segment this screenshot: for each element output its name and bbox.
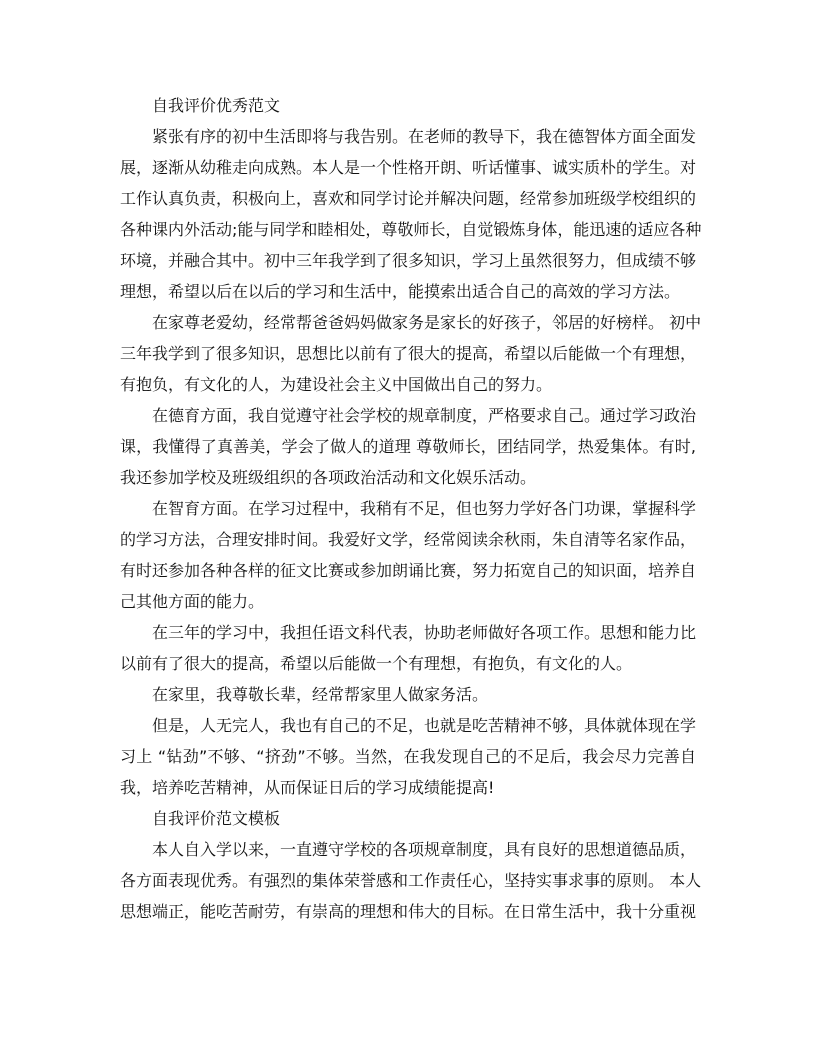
text-line: 各方面表现优秀。有强烈的集体荣誉感和工作责任心，坚持实事求事的原则。 本人 <box>120 871 702 890</box>
text-line: 在智育方面。在学习过程中，我稍有不足，但也努力学好各门功课，掌握科学 <box>152 499 697 518</box>
text-line: 展，逐渐从幼稚走向成熟。本人是一个性格开朗、听话懂事、诚实质朴的学生。对 <box>120 158 697 177</box>
text-line: 己其他方面的能力。 <box>120 592 265 611</box>
text-line: 有时还参加各种各样的征文比赛或参加朗诵比赛，努力拓宽自己的知识面，培养自 <box>120 561 697 580</box>
heading-line: 在家里，我尊敬长辈，经常帮家里人做家务活。 <box>152 685 489 704</box>
text-line: 在家尊老爱幼，经常帮爸爸妈妈做家务是家长的好孩子，邻居的好榜样。 初中 <box>152 313 702 332</box>
text-line: 思想端正，能吃苦耐劳，有崇高的理想和伟大的目标。在日常生活中，我十分重视 <box>120 902 697 921</box>
document-page <box>120 96 702 933</box>
text-line: 紧张有序的初中生活即将与我告别。在老师的教导下，我在德智体方面全面发 <box>152 127 697 146</box>
text-line: 三年我学到了很多知识，思想比以前有了很大的提高，希望以后能做一个有理想， <box>120 344 697 363</box>
text-line: 习上 “钻劲”不够、“挤劲”不够。当然，在我发现自己的不足后，我会尽力完善自 <box>120 747 696 766</box>
text-line: 但是，人无完人，我也有自己的不足，也就是吃苦精神不够，具体就体现在学 <box>152 716 697 735</box>
text-line: 在三年的学习中，我担任语文科代表，协助老师做好各项工作。思想和能力比 <box>152 623 697 642</box>
text-line: 我，培养吃苦精神，从而保证日后的学习成绩能提高! <box>120 778 495 797</box>
text-line: 环境，并融合其中。初中三年我学到了很多知识，学习上虽然很努力，但成绩不够 <box>120 251 697 270</box>
text-line: 我还参加学校及班级组织的各项政治活动和文化娱乐活动。 <box>120 468 537 487</box>
text-line: 本人自入学以来，一直遵守学校的各项规章制度，具有良好的思想道德品质， <box>152 840 697 859</box>
text-line: 以前有了很大的提高，希望以后能做一个有理想，有抱负，有文化的人。 <box>120 654 633 673</box>
text-line: 工作认真负责，积极向上，喜欢和同学讨论并解决问题，经常参加班级学校组织的 <box>120 189 697 208</box>
text-line: 在德育方面，我自觉遵守社会学校的规章制度，严格要求自己。通过学习政治 <box>152 406 697 425</box>
heading-line: 自我评价优秀范文 <box>152 96 281 115</box>
text-line: 课，我懂得了真善美，学会了做人的道理 尊敬师长，团结同学，热爱集体。有时, <box>120 437 696 456</box>
text-line: 各种课内外活动;能与同学和睦相处，尊敬师长，自觉锻炼身体，能迅速的适应各种 <box>120 220 702 239</box>
heading-line: 自我评价范文模板 <box>152 809 281 828</box>
text-line: 理想，希望以后在以后的学习和生活中，能摸索出适合自己的高效的学习方法。 <box>120 282 681 301</box>
text-line: 的学习方法，合理安排时间。我爱好文学，经常阅读余秋雨，朱自清等名家作品， <box>120 530 697 549</box>
text-line: 有抱负，有文化的人，为建设社会主义中国做出自己的努力。 <box>120 375 553 394</box>
